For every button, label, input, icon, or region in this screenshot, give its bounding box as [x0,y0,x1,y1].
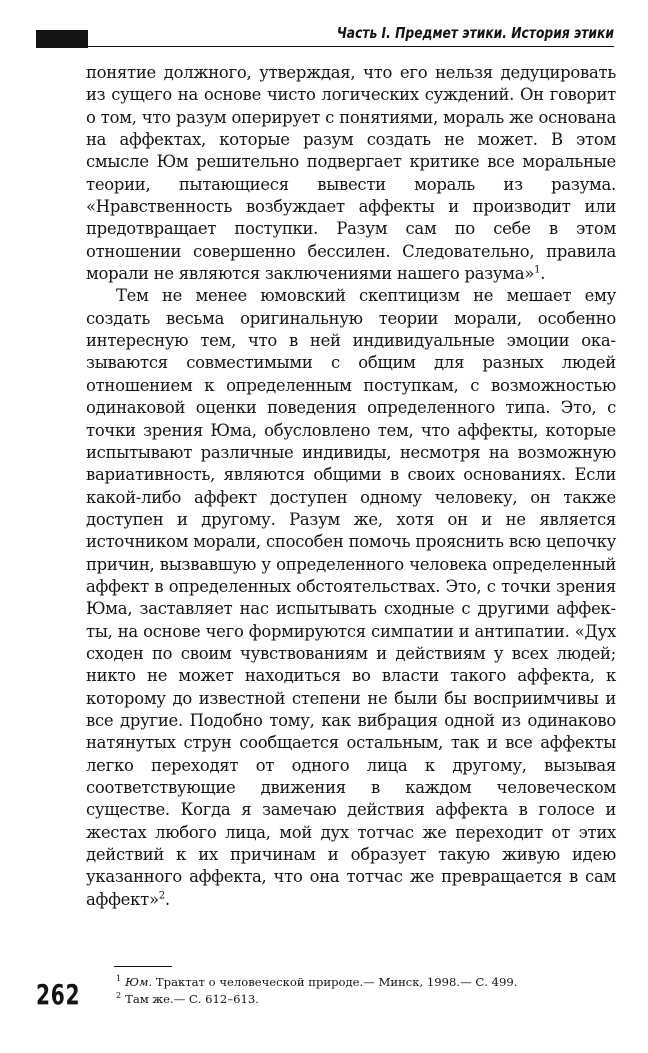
main-text [86,62,616,911]
footnote-2 [116,991,616,1008]
page-number: 262 [36,978,81,1011]
paragraph-1-text: понятие должного, утверждая, что его нельзя дедуцировать из сущего на основе чисто логических суждений. Он говорит о том, что разум оперирует с понятиями, мораль же основана на аффектах, которые разум создать не может. В этом смысле Юм решительно подвергает критике все моральные теории, пытающиеся вывести мораль из разума. «Нравственность возбуждает аффекты и производит или предотвращает поступки. Разум сам по себе в этом отношении совершенно бессилен. Следовательно, правила морали не являются заключениями нашего разума» [86,63,616,284]
footnote-rule [114,966,172,967]
paragraph-2-text: Тем не менее юмовский скептицизм не мешает ему создать весьма оригинальную теории морали, особенно интересную тем, что в ней индивидуальные эмоции оказываются совместимыми с общим для разных людей отношением к определенным поступкам, с возможностью одинаковой оценки поведения определенного типа. Это, с точки зрения Юма, обусловлено тем, что аффекты, которые испытывают различные индивиды, несмотря на возможную вариативность, являются общими в своих основаниях. Если какой-либо аффект доступен одному человеку, он также доступен и другому. Разум же, хотя он и не является источником морали, способен помочь прояснить всю цепочку причин, вызвавшую у определенного человека определенный аффект в определенных обстоятельствах. Это, с точки зрения Юма, заставляет нас испытывать сходные с другими аффекты, на основе чего формируются симпатии и антипатии. «Дух сходен по своим чувствованиям и действиям у всех людей; никто не может находиться во власти такого аффекта, к которому до известной степени не были бы восприимчивы и все другие. Подобно тому, как вибрация одной из одинаково натянутых струн сообщается остальным, так и все аффекты легко переходят от одного лица к другому, вызывая соответствующие движения в каждом человеческом существе. Когда я замечаю действия аффекта в голосе и жестах любого лица, мой дух тотчас же переходит от этих действий к их причинам и образует такую живую идею указанного аффекта, что она тотчас же превращается в сам аффект» [86,286,616,909]
footnote-ref-1[interactable]: 1 [534,264,541,276]
footnote-mark: 2 [116,991,122,1001]
paragraph-2: Тем не менее юмовский скептицизм не мешает ему создать весьма оригинальную теории морали, особенно интересную тем, что в ней индивидуальные эмоции оказываются совместимыми с общим для разных людей отношением к определенным поступкам, с возможностью одинаковой оценки поведения определенного типа. Это, с точки зрения Юма, обусловлено тем, что аффекты, которые испытывают различные индивиды, несмотря на возможную вариативность, являются общими в своих основаниях. Если какой-либо аффект доступен одному человеку, он также доступен и другому. Разум же, хотя он и не является источником морали, способен помочь прояснить всю цепочку причин, вызвавшую у определенного человека определенный аффект в определенных обстоятельствах. Это, с точки зрения Юма, заставляет нас испытывать сходные с другими аффекты, на основе чего формируются симпатии и антипатии. «Дух сходен по своим чувствованиям и действиям у всех людей; никто не может находиться во власти такого аффекта, к которому до известной степени не были бы восприимчивы и все другие. Подобно тому, как вибрация одной из одинаково натянутых струн сообщается остальным, так и все аффекты легко переходят от одного лица к другому, вызывая соответствующие движения в каждом человеческом существе. Когда я замечаю действия аффекта в голосе и жестах любого лица, мой дух тотчас же переходит от этих действий к их причинам и образует такую живую идею указанного аффекта, что она тотчас же превращается в сам аффект»$^2$. [86,286,616,909]
footnotes [116,974,616,1008]
header-rule [36,46,614,47]
footnote-text: Трактат о человеческой природе.— Минск, 1998.— С. 499. [152,975,518,989]
footnote-text: Там же.— С. 612–613. [125,992,259,1006]
footnote-mark: 1 [116,974,122,984]
footnote-ref-2[interactable]: 2 [158,890,165,902]
running-head: Часть I. Предмет этики. История этики [336,24,614,42]
paragraph-1: понятие должного, утверждая, что его нельзя дедуцировать из сущего на основе чисто логических суждений. Он говорит о том, что разум оперирует с понятиями, мораль же основана на аффектах, которые разум создать не может. В этом смысле Юм решительно подвергает критике все моральные теории, пытающиеся вывести мораль из разума. «Нравственность возбуждает аффекты и производит или предотвращает поступки. Разум сам по себе в этом отношении совершенно бессилен. Следовательно, правила морали не являются заключениями нашего разума»$^1$. [86,63,616,284]
footnote-1 [116,974,616,991]
footnote-author: Юм. [125,975,153,989]
